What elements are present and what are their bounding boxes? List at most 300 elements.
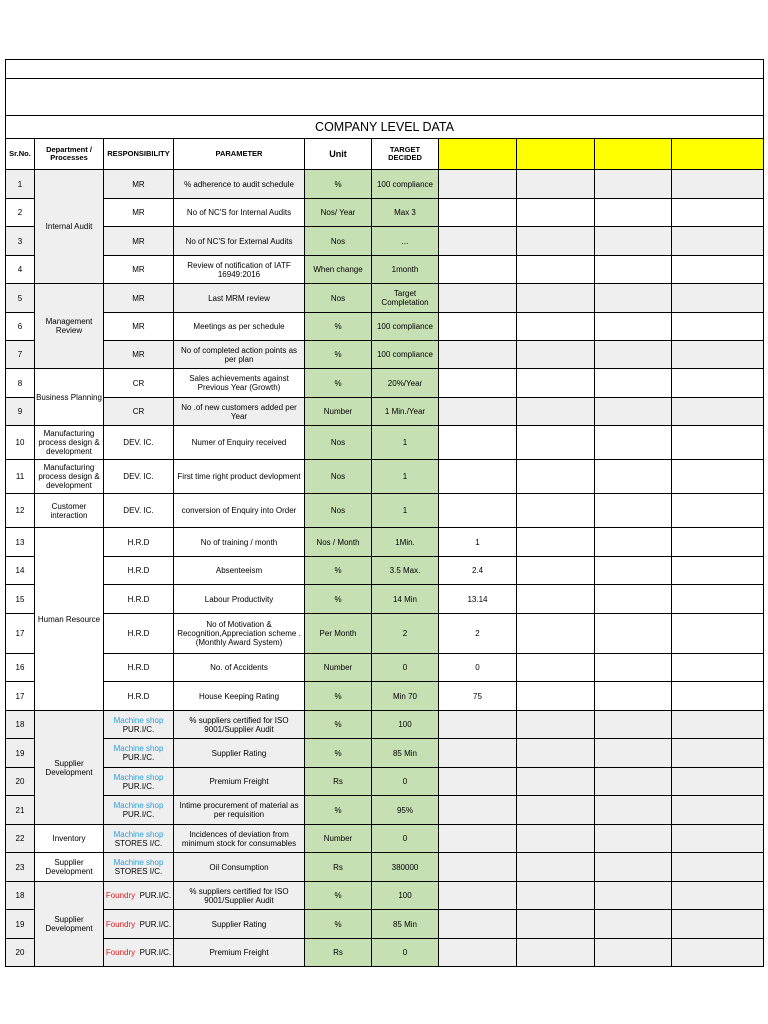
parameter-cell: Intime procurement of material as per requisition	[174, 796, 305, 825]
title-row	[6, 116, 764, 139]
data-cell	[517, 939, 595, 967]
unit-cell: Nos	[305, 460, 372, 494]
responsibility-label: PUR.I/C.	[139, 891, 172, 900]
table-row	[6, 882, 764, 910]
data-cell	[672, 369, 764, 398]
data-cell	[672, 284, 764, 313]
sr-no-cell: 7	[6, 341, 35, 369]
header-department: Department / Processes	[35, 139, 104, 170]
table-row	[6, 557, 764, 585]
unit-cell: %	[305, 341, 372, 369]
parameter-cell: Review of notification of IATF 16949:2016	[174, 256, 305, 284]
unit-cell: %	[305, 910, 372, 939]
parameter-cell: First time right product devlopment	[174, 460, 305, 494]
responsibility-location: Foundry	[105, 919, 136, 929]
responsibility-label: PUR.I/C.	[122, 753, 155, 762]
data-cell	[517, 614, 595, 654]
responsibility-cell	[104, 910, 174, 939]
target-cell: ...	[372, 227, 439, 256]
target-cell: 100	[372, 711, 439, 739]
data-cell	[595, 557, 672, 585]
actual-value-cell	[439, 398, 517, 426]
unit-cell: Nos/ Year	[305, 199, 372, 227]
data-cell	[517, 882, 595, 910]
data-cell	[517, 313, 595, 341]
sr-no-cell: 6	[6, 313, 35, 341]
header-highlight-cell	[672, 139, 764, 170]
actual-value-cell	[439, 882, 517, 910]
target-cell: 2	[372, 614, 439, 654]
actual-value-cell	[439, 426, 517, 460]
data-cell	[672, 796, 764, 825]
data-cell	[672, 494, 764, 528]
sr-no-cell: 20	[6, 939, 35, 967]
target-cell: Max 3	[372, 199, 439, 227]
department-cell: Inventory	[35, 825, 104, 853]
target-cell: 1	[372, 460, 439, 494]
actual-value-cell	[439, 284, 517, 313]
responsibility-cell: MR	[104, 199, 174, 227]
table-row	[6, 939, 764, 967]
unit-cell: Per Month	[305, 614, 372, 654]
table-row	[6, 682, 764, 711]
data-cell	[595, 199, 672, 227]
sr-no-cell: 16	[6, 654, 35, 682]
data-cell	[672, 682, 764, 711]
target-cell: 1	[372, 494, 439, 528]
actual-value-cell	[439, 170, 517, 199]
responsibility-cell: H.R.D	[104, 682, 174, 711]
actual-value-cell	[439, 739, 517, 768]
data-cell	[672, 614, 764, 654]
unit-cell: %	[305, 882, 372, 910]
responsibility-cell: H.R.D	[104, 654, 174, 682]
table-row	[6, 768, 764, 796]
unit-cell: %	[305, 170, 372, 199]
department-cell: Supplier Development	[35, 853, 104, 882]
unit-cell: Rs	[305, 939, 372, 967]
parameter-cell: Supplier Rating	[174, 910, 305, 939]
target-cell: 380000	[372, 853, 439, 882]
department-cell: Manufacturing process design & development	[35, 426, 104, 460]
data-cell	[672, 557, 764, 585]
sr-no-cell: 12	[6, 494, 35, 528]
parameter-cell: Premium Freight	[174, 768, 305, 796]
responsibility-cell	[104, 939, 174, 967]
actual-value-cell	[439, 939, 517, 967]
actual-value-cell: 1	[439, 528, 517, 557]
target-cell: 100 compliance	[372, 170, 439, 199]
target-cell: 1 Min./Year	[372, 398, 439, 426]
data-cell	[595, 256, 672, 284]
sr-no-cell: 17	[6, 682, 35, 711]
data-cell	[672, 853, 764, 882]
table-row	[6, 460, 764, 494]
target-cell: 95%	[372, 796, 439, 825]
unit-cell: %	[305, 711, 372, 739]
data-cell	[595, 460, 672, 494]
target-cell: 85 Min	[372, 910, 439, 939]
responsibility-label: PUR.I/C.	[122, 810, 155, 819]
sr-no-cell: 3	[6, 227, 35, 256]
data-cell	[672, 199, 764, 227]
parameter-cell: No of NC'S for Internal Audits	[174, 199, 305, 227]
table-row	[6, 654, 764, 682]
table-row	[6, 341, 764, 369]
sr-no-cell: 21	[6, 796, 35, 825]
table-row	[6, 369, 764, 398]
unit-cell: Rs	[305, 853, 372, 882]
actual-value-cell	[439, 341, 517, 369]
parameter-cell: Oil Consumption	[174, 853, 305, 882]
actual-value-cell: 2	[439, 614, 517, 654]
actual-value-cell: 75	[439, 682, 517, 711]
responsibility-location: Foundry	[105, 948, 136, 957]
data-cell	[595, 398, 672, 426]
actual-value-cell: 2.4	[439, 557, 517, 585]
actual-value-cell	[439, 227, 517, 256]
header-sr-no: Sr.No.	[6, 139, 35, 170]
department-cell: Manufacturing process design & development	[35, 460, 104, 494]
responsibility-location: Foundry	[105, 891, 136, 900]
unit-cell: %	[305, 682, 372, 711]
parameter-cell: Incidences of deviation from minimum stock for consumables	[174, 825, 305, 853]
actual-value-cell	[439, 910, 517, 939]
data-cell	[672, 227, 764, 256]
responsibility-cell: MR	[104, 256, 174, 284]
data-cell	[517, 654, 595, 682]
data-cell	[672, 910, 764, 939]
table-row	[6, 313, 764, 341]
responsibility-label: PUR.I/C.	[122, 724, 155, 734]
actual-value-cell	[439, 369, 517, 398]
table-row	[6, 825, 764, 853]
data-cell	[517, 170, 595, 199]
responsibility-cell	[104, 768, 174, 796]
table-row	[6, 284, 764, 313]
data-cell	[672, 825, 764, 853]
sr-no-cell: 13	[6, 528, 35, 557]
responsibility-label: PUR.I/C.	[122, 781, 155, 791]
data-cell	[595, 614, 672, 654]
actual-value-cell	[439, 796, 517, 825]
unit-cell: Nos / Month	[305, 528, 372, 557]
blank-row	[6, 79, 764, 116]
responsibility-cell: H.R.D	[104, 528, 174, 557]
table-row	[6, 256, 764, 284]
responsibility-label: STORES I/C.	[114, 838, 163, 848]
parameter-cell: Meetings as per schedule	[174, 313, 305, 341]
parameter-cell: conversion of Enquiry into Order	[174, 494, 305, 528]
target-cell: 14 Min	[372, 585, 439, 614]
responsibility-label: PUR.I/C.	[139, 919, 172, 929]
responsibility-cell: CR	[104, 398, 174, 426]
responsibility-location: Machine shop	[113, 801, 164, 810]
data-cell	[595, 528, 672, 557]
data-cell	[672, 711, 764, 739]
target-cell: 100 compliance	[372, 313, 439, 341]
parameter-cell: Sales achievements against Previous Year (Growth)	[174, 369, 305, 398]
parameter-cell: No .of new customers added per Year	[174, 398, 305, 426]
data-cell	[595, 369, 672, 398]
target-cell: 0	[372, 825, 439, 853]
sr-no-cell: 11	[6, 460, 35, 494]
data-cell	[672, 398, 764, 426]
sr-no-cell: 23	[6, 853, 35, 882]
responsibility-cell: DEV. IC.	[104, 460, 174, 494]
table-row	[6, 910, 764, 939]
table-row	[6, 170, 764, 199]
unit-cell: %	[305, 557, 372, 585]
parameter-cell: Premium Freight	[174, 939, 305, 967]
responsibility-cell: H.R.D	[104, 614, 174, 654]
blank-row	[6, 60, 764, 79]
responsibility-cell: CR	[104, 369, 174, 398]
responsibility-cell: MR	[104, 313, 174, 341]
parameter-cell: % suppliers certified for ISO 9001/Supplier Audit	[174, 882, 305, 910]
actual-value-cell: 0	[439, 654, 517, 682]
sr-no-cell: 22	[6, 825, 35, 853]
data-cell	[595, 739, 672, 768]
target-cell: 85 Min	[372, 739, 439, 768]
responsibility-cell	[104, 825, 174, 853]
department-cell: Management Review	[35, 284, 104, 369]
parameter-cell: No of Motivation & Recognition,Appreciation scheme . (Monthly Award System)	[174, 614, 305, 654]
responsibility-cell: H.R.D	[104, 585, 174, 614]
sr-no-cell: 18	[6, 711, 35, 739]
table-row	[6, 585, 764, 614]
header-unit: Unit	[305, 139, 372, 170]
data-cell	[517, 398, 595, 426]
data-cell	[672, 739, 764, 768]
responsibility-location: Machine shop	[113, 744, 164, 753]
unit-cell: Nos	[305, 284, 372, 313]
data-cell	[595, 494, 672, 528]
actual-value-cell	[439, 199, 517, 227]
data-cell	[595, 426, 672, 460]
parameter-cell: % adherence to audit schedule	[174, 170, 305, 199]
target-cell: 0	[372, 654, 439, 682]
header-parameter: PARAMETER	[174, 139, 305, 170]
data-cell	[595, 284, 672, 313]
data-cell	[517, 557, 595, 585]
department-cell: Business Planning	[35, 369, 104, 426]
target-cell: 1	[372, 426, 439, 460]
parameter-cell: % suppliers certified for ISO 9001/Supplier Audit	[174, 711, 305, 739]
data-cell	[517, 682, 595, 711]
data-cell	[672, 585, 764, 614]
sr-no-cell: 15	[6, 585, 35, 614]
unit-cell: Nos	[305, 227, 372, 256]
data-cell	[517, 528, 595, 557]
data-cell	[517, 227, 595, 256]
sr-no-cell: 1	[6, 170, 35, 199]
data-cell	[595, 825, 672, 853]
data-cell	[672, 341, 764, 369]
data-cell	[672, 170, 764, 199]
page-title: COMPANY LEVEL DATA	[6, 116, 764, 139]
target-cell: 0	[372, 939, 439, 967]
responsibility-cell: MR	[104, 341, 174, 369]
data-cell	[517, 460, 595, 494]
parameter-cell: Absenteeism	[174, 557, 305, 585]
data-cell	[595, 711, 672, 739]
responsibility-cell: H.R.D	[104, 557, 174, 585]
data-cell	[672, 882, 764, 910]
unit-cell: %	[305, 585, 372, 614]
data-cell	[595, 910, 672, 939]
data-cell	[517, 369, 595, 398]
responsibility-cell	[104, 739, 174, 768]
parameter-cell: Numer of Enquiry received	[174, 426, 305, 460]
parameter-cell: No of NC'S for External Audits	[174, 227, 305, 256]
data-cell	[672, 256, 764, 284]
header-row	[6, 139, 764, 170]
data-cell	[672, 426, 764, 460]
data-cell	[595, 682, 672, 711]
unit-cell: Number	[305, 654, 372, 682]
data-cell	[517, 739, 595, 768]
header-highlight-cell	[595, 139, 672, 170]
data-cell	[595, 585, 672, 614]
responsibility-label: PUR.I/C.	[139, 948, 172, 957]
sr-no-cell: 4	[6, 256, 35, 284]
department-cell: Supplier Development	[35, 711, 104, 825]
target-cell: 20%/Year	[372, 369, 439, 398]
table-row	[6, 711, 764, 739]
sr-no-cell: 5	[6, 284, 35, 313]
data-cell	[595, 853, 672, 882]
department-cell: Supplier Development	[35, 882, 104, 967]
data-cell	[517, 256, 595, 284]
parameter-cell: Labour Productivity	[174, 585, 305, 614]
data-cell	[517, 199, 595, 227]
responsibility-cell	[104, 796, 174, 825]
parameter-cell: No of training / month	[174, 528, 305, 557]
responsibility-location: Machine shop	[113, 858, 164, 867]
data-cell	[517, 284, 595, 313]
data-cell	[595, 768, 672, 796]
data-cell	[517, 585, 595, 614]
target-cell: Min 70	[372, 682, 439, 711]
actual-value-cell	[439, 768, 517, 796]
table-row	[6, 528, 764, 557]
table-row	[6, 426, 764, 460]
data-cell	[517, 426, 595, 460]
actual-value-cell	[439, 313, 517, 341]
data-cell	[672, 528, 764, 557]
table-row	[6, 853, 764, 882]
data-cell	[672, 460, 764, 494]
header-target: TARGET DECIDED	[372, 139, 439, 170]
sr-no-cell: 2	[6, 199, 35, 227]
unit-cell: Nos	[305, 494, 372, 528]
department-cell: Human Resource	[35, 528, 104, 711]
responsibility-cell: MR	[104, 170, 174, 199]
table-row	[6, 494, 764, 528]
unit-cell: Rs	[305, 768, 372, 796]
target-cell: 0	[372, 768, 439, 796]
data-cell	[595, 313, 672, 341]
data-cell	[517, 494, 595, 528]
parameter-cell: Supplier Rating	[174, 739, 305, 768]
sr-no-cell: 19	[6, 739, 35, 768]
unit-cell: Nos	[305, 426, 372, 460]
sr-no-cell: 20	[6, 768, 35, 796]
unit-cell: %	[305, 369, 372, 398]
actual-value-cell	[439, 494, 517, 528]
data-cell	[672, 654, 764, 682]
target-cell: Target Completation	[372, 284, 439, 313]
target-cell: 1Min.	[372, 528, 439, 557]
data-cell	[595, 654, 672, 682]
responsibility-cell: DEV. IC.	[104, 494, 174, 528]
actual-value-cell: 13.14	[439, 585, 517, 614]
responsibility-cell	[104, 853, 174, 882]
table-row	[6, 796, 764, 825]
table-row	[6, 614, 764, 654]
header-highlight-cell	[517, 139, 595, 170]
header-highlight-cell	[439, 139, 517, 170]
department-cell: Internal Audit	[35, 170, 104, 284]
responsibility-cell: DEV. IC.	[104, 426, 174, 460]
data-cell	[595, 227, 672, 256]
target-cell: 3.5 Max.	[372, 557, 439, 585]
parameter-cell: No. of Accidents	[174, 654, 305, 682]
parameter-cell: No of completed action points as per plan	[174, 341, 305, 369]
responsibility-location: Machine shop	[113, 829, 164, 839]
actual-value-cell	[439, 825, 517, 853]
data-cell	[517, 853, 595, 882]
responsibility-location: Machine shop	[113, 715, 164, 725]
header-responsibility: RESPONSIBILITY	[104, 139, 174, 170]
responsibility-cell: MR	[104, 227, 174, 256]
unit-cell: %	[305, 739, 372, 768]
data-cell	[595, 939, 672, 967]
unit-cell: %	[305, 313, 372, 341]
data-cell	[672, 768, 764, 796]
responsibility-cell: MR	[104, 284, 174, 313]
unit-cell: Number	[305, 398, 372, 426]
sr-no-cell: 18	[6, 882, 35, 910]
sr-no-cell: 17	[6, 614, 35, 654]
kpi-table	[5, 59, 764, 967]
responsibility-label: STORES I/C.	[114, 867, 163, 876]
sr-no-cell: 14	[6, 557, 35, 585]
table-row	[6, 398, 764, 426]
data-cell	[595, 796, 672, 825]
sr-no-cell: 9	[6, 398, 35, 426]
department-cell: Customer interaction	[35, 494, 104, 528]
table-row	[6, 739, 764, 768]
data-cell	[595, 882, 672, 910]
actual-value-cell	[439, 853, 517, 882]
target-cell: 100 compliance	[372, 341, 439, 369]
responsibility-cell	[104, 711, 174, 739]
parameter-cell: House Keeping Rating	[174, 682, 305, 711]
data-cell	[672, 939, 764, 967]
parameter-cell: Last MRM review	[174, 284, 305, 313]
table-row	[6, 227, 764, 256]
data-cell	[517, 825, 595, 853]
table-row	[6, 199, 764, 227]
unit-cell: %	[305, 796, 372, 825]
data-cell	[672, 313, 764, 341]
actual-value-cell	[439, 256, 517, 284]
unit-cell: Number	[305, 825, 372, 853]
actual-value-cell	[439, 460, 517, 494]
unit-cell: When change	[305, 256, 372, 284]
